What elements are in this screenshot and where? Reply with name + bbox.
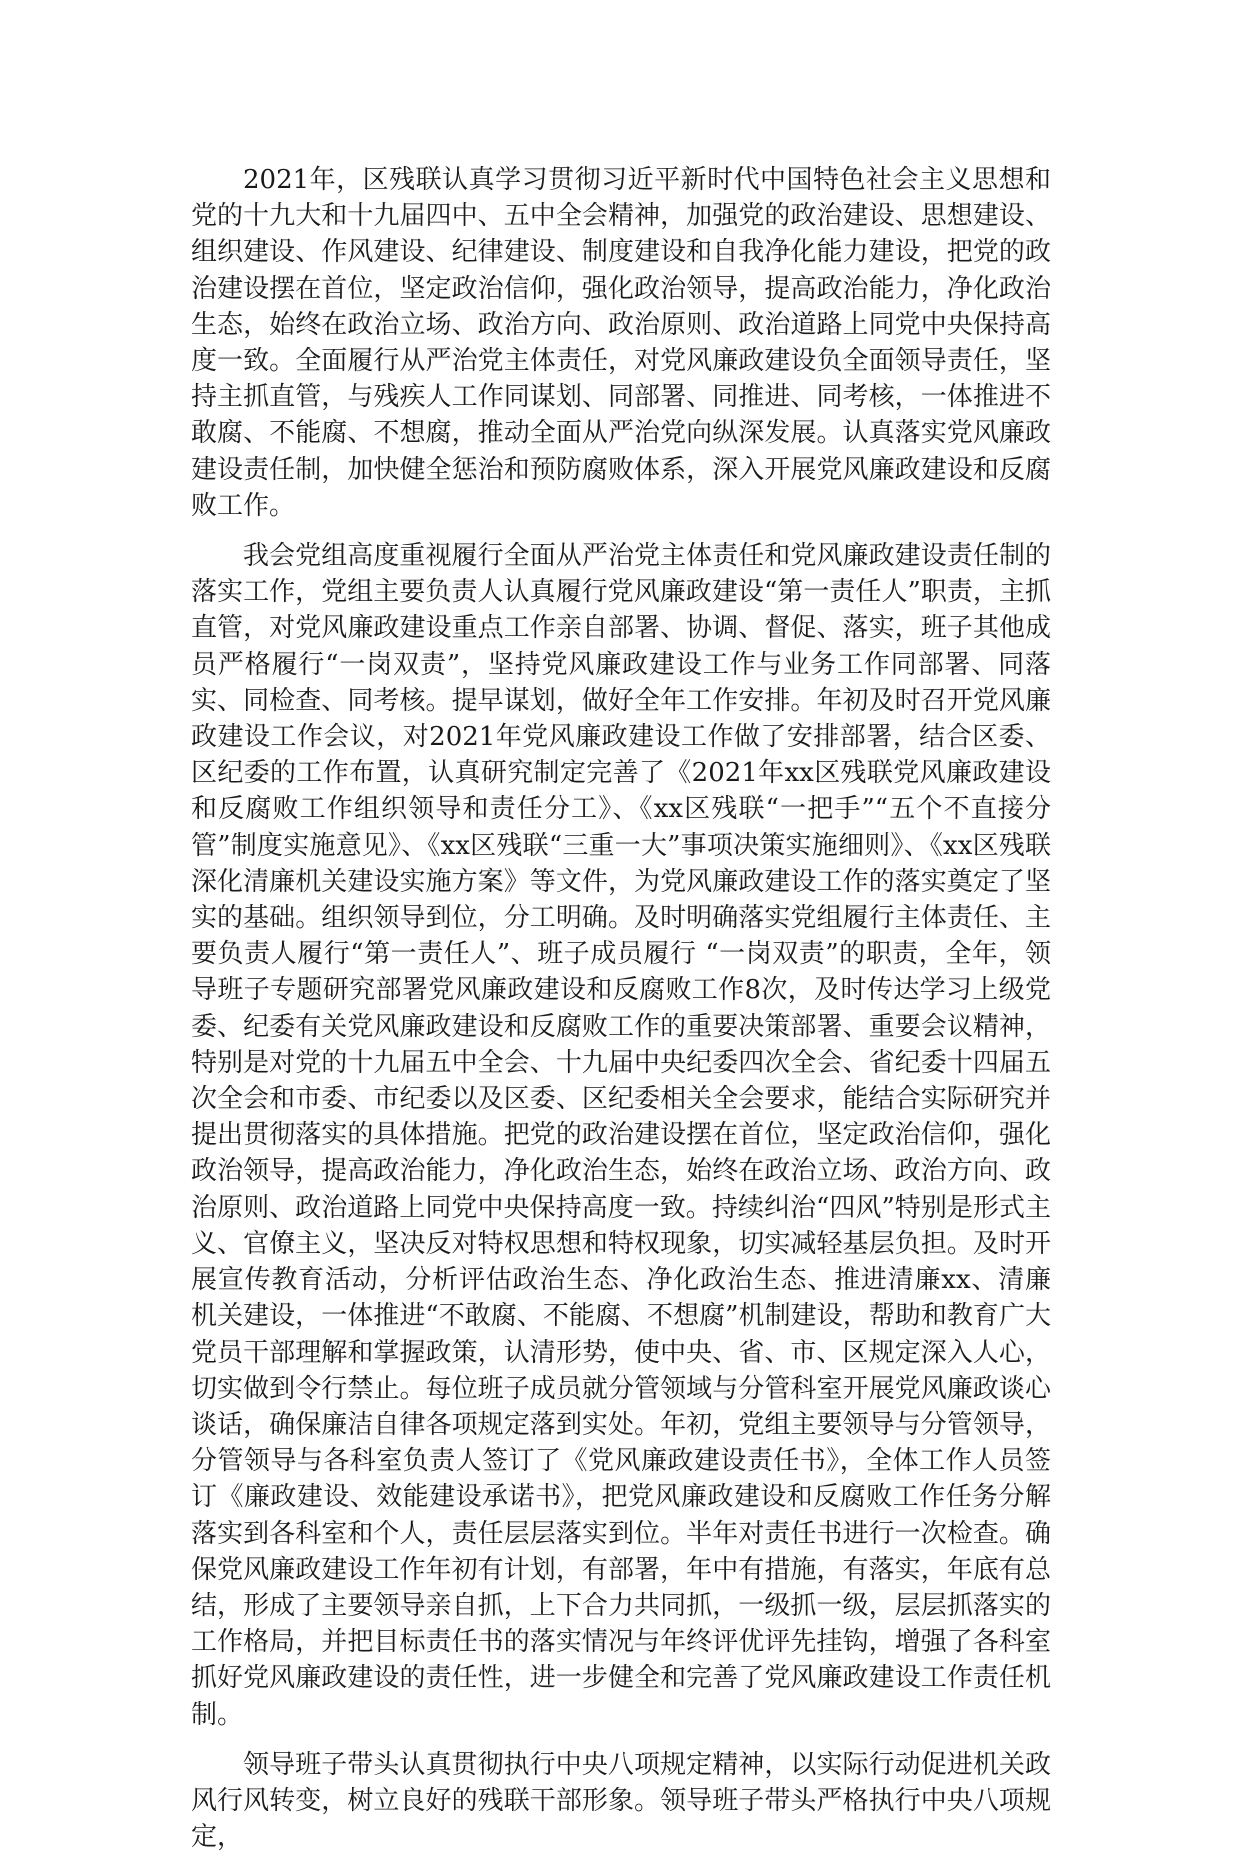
paragraph-1: 2021年，区残联认真学习贯彻习近平新时代中国特色社会主义思想和党的十九大和十九届四中、五中全会精神，加强党的政治建设、思想建设、组织建设、作风建设、纪律建设、制度建设和自我净化能力建设，把党的政治建设摆在首位，坚定政治信仰，强化政治领导，提高政治能力，净化政治生态，始终在政治立场、政治方向、政治原则、政治道路上同党中央保持高度一致。全面履行从严治党主体责任，对党风廉政建设负全面领导责任，坚持主抓直管，与残疾人工作同谋划、同部署、同推进、同考核，一体推进不敢腐、不能腐、不想腐，推动全面从严治党向纵深发展。认真落实党风廉政建设责任制，加快健全惩治和预防腐败体系，深入开展党风廉政建设和反腐败工作。 [191, 165, 1051, 521]
paragraph-2: 我会党组高度重视履行全面从严治党主体责任和党风廉政建设责任制的落实工作，党组主要负责人认真履行党风廉政建设“第一责任人”职责，主抓直管，对党风廉政建设重点工作亲自部署、协调、督促、落实，班子其他成员严格履行“一岗双责”，坚持党风廉政建设工作与业务工作同部署、同落实、同检查、同考核。提早谋划，做好全年工作安排。年初及时召开党风廉政建设工作会议，对2021年党风廉政建设工作做了安排部署，结合区委、区纪委的工作布置，认真研究制定完善了《2021年xx区残联党风廉政建设和反腐败工作组织领导和责任分工》、《xx区残联“一把手”“五个不直接分管”制度实施意见》、《xx区残联“三重一大”事项决策实施细则》、《xx区残联深化清廉机关建设实施方案》等文件，为党风廉政建设工作的落实奠定了坚实的基础。组织领导到位，分工明确。及时明确落实党组履行主体责任、主要负责人履行“第一责任人”、班子成员履行 “一岗双责”的职责，全年，领导班子专题研究部署党风廉政建设和反腐败工作8次，及时传达学习上级党委、纪委有关党风廉政建设和反腐败工作的重要决策部署、重要会议精神，特别是对党的十九届五中全会、十九届中央纪委四次全会、省纪委十四届五次全会和市委、市纪委以及区委、区纪委相关全会要求，能结合实际研究并提出贯彻落实的具体措施。把党的政治建设摆在首位，坚定政治信仰，强化政治领导，提高政治能力，净化政治生态，始终在政治立场、政治方向、政治原则、政治道路上同党中央保持高度一致。持续纠治“四风”特别是形式主义、官僚主义，坚决反对特权思想和特权现象，切实减轻基层负担。及时开展宣传教育活动，分析评估政治生态、净化政治生态、推进清廉xx、清廉机关建设，一体推进“不敢腐、不能腐、不想腐”机制建设，帮助和教育广大党员干部理解和掌握政策，认清形势，使中央、省、市、区规定深入人心，切实做到令行禁止。每位班子成员就分管领域与分管科室开展党风廉政谈心谈话，确保廉洁自律各项规定落到实处。年初，党组主要领导与分管领导，分管领导与各科室负责人签订了《党风廉政建设责任书》，全体工作人员签订《廉政建设、效能建设承诺书》，把党风廉政建设和反腐败工作任务分解落实到各科室和个人，责任层层落实到位。半年对责任书进行一次检查。确保党风廉政建设工作年初有计划，有部署，年中有措施，有落实，年底有总结，形成了主要领导亲自抓，上下合力共同抓，一级抓一级，层层抓落实的工作格局，并把目标责任书的落实情况与年终评优评先挂钩，增强了各科室抓好党风廉政建设的责任性，进一步健全和完善了党风廉政建设工作责任机制。 [191, 541, 1051, 1730]
paragraph-3: 领导班子带头认真贯彻执行中央八项规定精神，以实际行动促进机关政风行风转变，树立良好的残联干部形象。领导班子带头严格执行中央八项规定， [191, 1749, 1051, 1853]
document-body [191, 162, 1051, 1869]
